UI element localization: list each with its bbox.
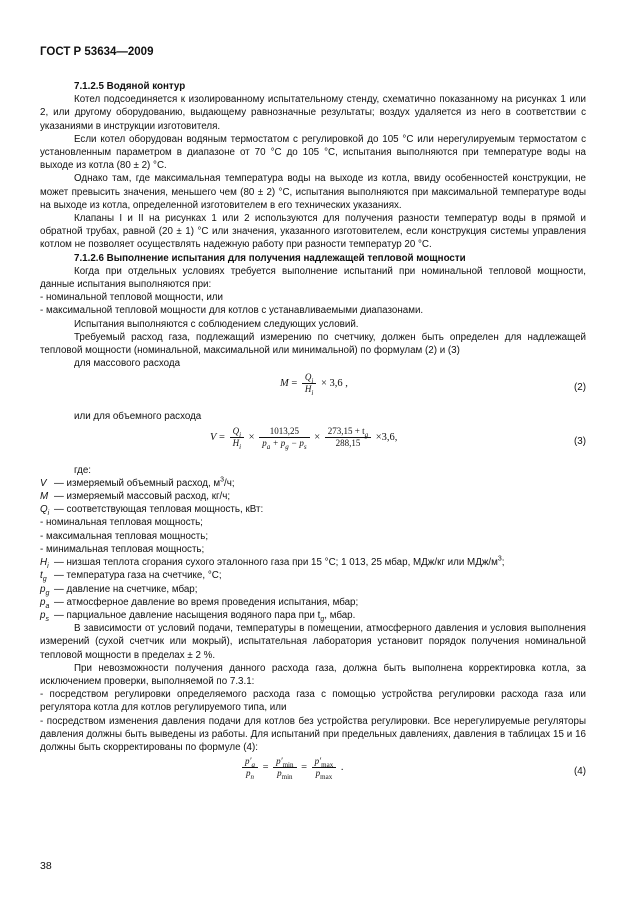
definition-item [40, 503, 586, 516]
def-symbol: M [40, 491, 49, 503]
formula-tail: × 3,6 , [321, 378, 348, 390]
frac-num: Q [304, 372, 312, 383]
def-text: — парциальное давление насыщения водяного пара при t [54, 609, 321, 621]
formula-operator: = [262, 762, 269, 774]
def-text: — атмосферное давление во время проведения испытания, мбар; [54, 596, 359, 608]
formula-operator: = [301, 762, 308, 774]
frac-num: 1013,25 [259, 426, 309, 438]
def-text: — температура газа на счетчике, °С; [54, 570, 222, 582]
paragraph: Когда при отдельных условиях требуется выполнение испытаний при номинальной тепловой мощности, данные испытания выполняются при: [40, 265, 586, 291]
frac-den: H [304, 384, 312, 395]
formula-operator: × [248, 431, 255, 443]
frac-den: p [277, 768, 282, 779]
frac-num: p′ [314, 756, 322, 767]
definition-item [40, 490, 586, 503]
list-item: - максимальной тепловой мощности для котлов с устанавливаемыми диапазонами. [40, 305, 424, 317]
frac-num-sub: min [282, 760, 294, 769]
formula-fraction [242, 756, 258, 779]
list-item: - посредством изменения давления подачи для котлов без устройства регулировки. Все нерегулируемые регуляторы давления должны быть выведены из работы. Для испытаний при предельных давлениях, давления в таблицах 15 и 16 должны быть скорректированы по формуле (4): [40, 715, 586, 753]
formula-number: (3) [574, 435, 586, 447]
formula-operator: × [314, 431, 321, 443]
definition-item [40, 583, 586, 596]
def-text: — низшая теплота сгорания сухого эталонного газа при 15 °С; 1 013, 25 мбар, МДж/кг или МДж/м [54, 557, 498, 569]
page-number: 38 [40, 860, 52, 872]
definition-item [40, 477, 586, 490]
def-text: /ч; [224, 477, 235, 489]
def-sub: s [45, 615, 49, 623]
frac-den: H [232, 437, 240, 448]
formula-2 [40, 370, 586, 410]
formula-4 [40, 754, 586, 794]
paragraph: Клапаны I и II на рисунках 1 или 2 используются для получения разности температур воды в прямой и обратной трубах, равной (20 ± 1) °С или значения, указанного изготовителем, если конструкция системы управления котлом не позволяет осуществлять надежную работу при разности температур 20 °С. [40, 213, 586, 251]
paragraph: Однако там, где максимальная температура воды на выходе из котла, ввиду особенностей конструкции, не может превысить значения, меньшего чем (80 ± 2) °С, испытания выполняются при максимальной температуре воды на выходе из котла, определенной изготовителем в его технических указаниях. [40, 173, 586, 211]
frac-num: 273,15 + t [327, 425, 365, 436]
frac-den: 288,15 [335, 437, 361, 448]
paragraph: или для объемного расхода [74, 411, 202, 423]
def-text: — соответствующая тепловая мощность, кВт: [54, 504, 264, 516]
list-item: - посредством регулировки определяемого расхода газа с помощью устройства регулировки расхода газа или регулятора котла для котлов регулируемого типа, или [40, 689, 586, 714]
def-text: , мбар. [324, 609, 356, 621]
formula-3 [40, 424, 586, 464]
formula-operator: = [291, 378, 298, 390]
paragraph: для массового расхода [74, 358, 181, 370]
def-sub: g [320, 615, 325, 623]
paragraph: где: [74, 464, 92, 476]
definition-item [40, 569, 586, 582]
list-item: - номинальная тепловая мощность; [40, 517, 203, 529]
formula-symbol: M [280, 378, 289, 390]
frac-den-sub: g [285, 442, 289, 451]
frac-den-sub: i [311, 389, 314, 398]
def-symbol: V [40, 477, 47, 489]
frac-num: Q [232, 425, 240, 436]
frac-den-sub: s [303, 442, 307, 451]
formula-fraction [259, 426, 309, 449]
list-item: - номинальной тепловой мощности, или [40, 292, 223, 304]
definition-item [40, 609, 586, 622]
def-sub: g [42, 576, 47, 584]
document-body [40, 80, 586, 794]
frac-den-sub: max [320, 772, 333, 781]
frac-den: + p [270, 437, 286, 448]
formula-fraction [230, 426, 244, 449]
def-symbol: p [40, 609, 46, 621]
def-sub: i [47, 510, 50, 518]
frac-num: p′ [276, 756, 283, 767]
formula-number: (4) [574, 766, 586, 778]
frac-den: p [315, 768, 321, 779]
frac-num-sub: i [239, 430, 242, 439]
def-symbol: p [40, 596, 46, 608]
list-item: - минимальная тепловая мощность; [40, 543, 205, 555]
definition-item [40, 596, 586, 609]
frac-num-sub: max [321, 760, 334, 769]
formula-tail: ×3,6, [375, 431, 398, 443]
section-heading: 7.1.2.5 Водяной контур [74, 81, 186, 92]
frac-den-sub: i [239, 442, 242, 451]
def-symbol: p [40, 583, 46, 595]
def-text: — давление на счетчике, мбар; [54, 583, 198, 595]
paragraph: В зависимости от условий подачи, температуры в помещении, атмосферного давления и условия выполнения измерений (сухой счетчик или мокрый), испытательная лаборатория установит порядок получения номинальной тепловой мощности в пределах ± 2 %. [40, 623, 586, 661]
def-text: ; [501, 557, 505, 569]
def-sub: g [45, 589, 50, 597]
def-sub: i [47, 563, 49, 571]
formula-fraction [312, 756, 337, 779]
def-symbol: Q [40, 504, 48, 516]
def-text: — измеряемый массовый расход, кг/ч; [54, 491, 231, 503]
paragraph: При невозможности получения данного расхода газа, должна быть выполнена корректировка котла, за исключением проверки, выполняемой по 7.3.1: [40, 662, 586, 687]
section-heading: 7.1.2.6 Выполнение испытания для получения надлежащей тепловой мощности [74, 252, 466, 264]
formula-fraction [325, 426, 371, 449]
formula-tail: . [340, 762, 344, 774]
def-symbol: H [40, 557, 48, 569]
formula-symbol: V [210, 431, 217, 443]
frac-den-sub: a [266, 442, 271, 451]
formula-fraction [273, 756, 296, 779]
frac-den: p [245, 768, 251, 779]
frac-den-sub: min [281, 772, 293, 781]
frac-num-sub: i [311, 377, 314, 386]
paragraph: Если котел оборудован водяным термостатом с регулировкой до 105 °С или нерегулируемым термостатом с установленным параметром в диапазоне от 70 °С до 105 °С, испытания выполняются при температуре воды на выходе из котла (80 ± 2) °С. [40, 133, 586, 172]
def-symbol: t [40, 570, 43, 582]
formula-operator: = [219, 431, 225, 443]
frac-num: p′ [245, 756, 252, 767]
def-sup: 3 [220, 476, 225, 484]
frac-den: p [262, 437, 267, 448]
formula-fraction [302, 372, 316, 398]
frac-num-sub: a [251, 760, 255, 769]
document-header: ГОСТ Р 53634—2009 [40, 46, 154, 58]
frac-den-sub: n [250, 772, 254, 781]
formula-number: (2) [574, 382, 586, 394]
frac-den: − p [288, 437, 304, 448]
paragraph: Требуемый расход газа, подлежащий измерению по счетчику, должен быть определен для надлежащей тепловой мощности (номинальной, максимальной или минимальной) по формулам (2) и (3) [40, 331, 586, 357]
list-item: - максимальная тепловая мощность; [40, 530, 209, 542]
paragraph: Котел подсоединяется к изолированному испытательному стенду, схематично показанному на рисунках 1 или 2, или другому оборудованию, выдающему равнозначные результаты; воздух удаляется из него в соответствии с указаниями в инструкции изготовителя. [40, 94, 586, 132]
definition-item [40, 556, 586, 569]
def-sup: 3 [497, 555, 502, 563]
frac-num-sub: g [364, 430, 369, 439]
def-text: — измеряемый объемный расход, м [54, 477, 221, 489]
paragraph: Испытания выполняются с соблюдением следующих условий. [74, 318, 359, 330]
def-sub: a [45, 602, 50, 610]
